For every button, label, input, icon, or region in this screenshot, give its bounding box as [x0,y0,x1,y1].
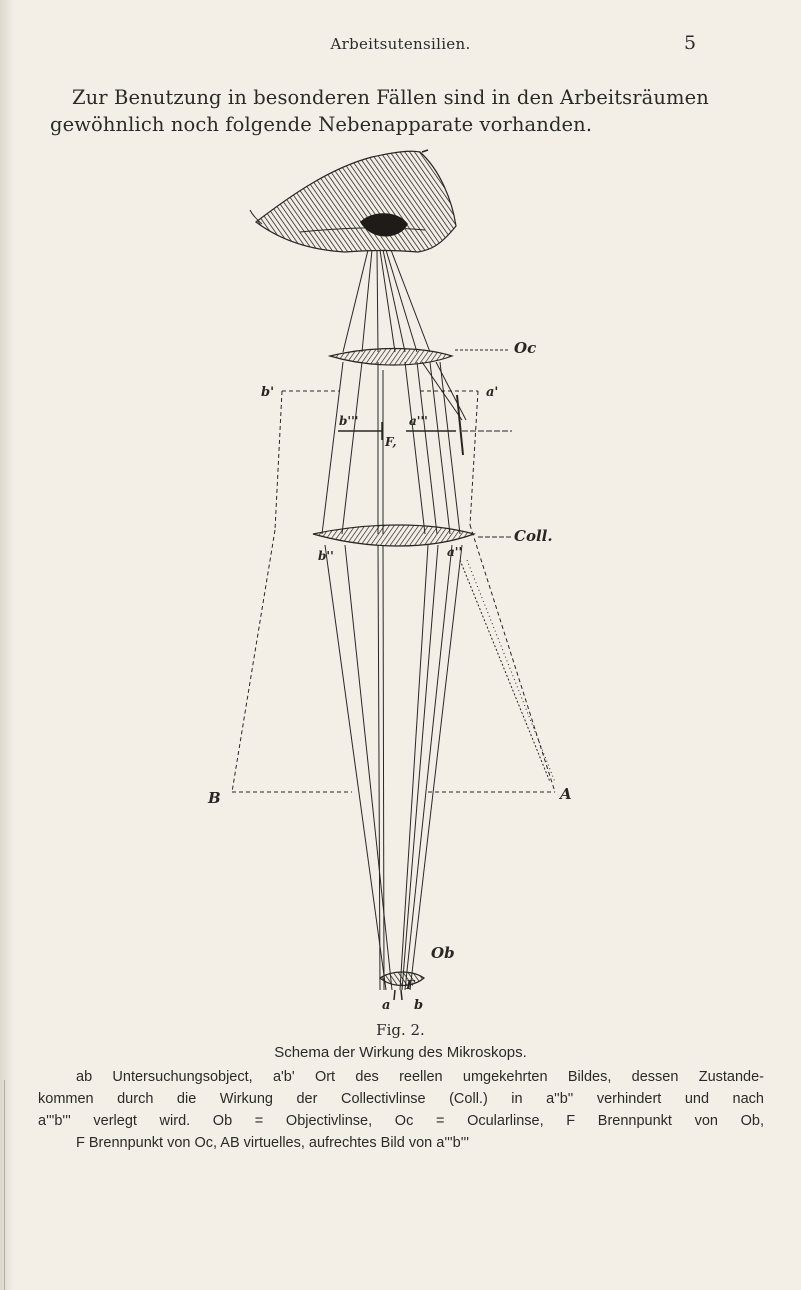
caption-line-1: ab Untersuchungsobject, a'b' Ort des reellen umgekehrten Bildes, dessen Zustande- [76,1069,764,1085]
running-head: Arbeitsutensilien. [330,35,471,53]
caption-line-2: kommen durch die Wirkung der Collectivlinse (Coll.) in a''b'' verhindert und nach [38,1091,764,1107]
label-f1: F, [385,435,397,449]
label-big-a: A [560,785,572,803]
page-number: 5 [684,32,697,54]
label-small-a: a [382,998,391,1013]
label-coll: Coll. [514,527,553,545]
lower-tube-rays [325,545,555,990]
caption-line-4: F Brennpunkt von Oc, AB virtuelles, aufrechtes Bild von a'''b''' [76,1135,470,1151]
figure-number: Fig. 2. [376,1021,425,1039]
label-b-triple: b''' [339,414,359,428]
objective-lens [380,972,424,1000]
label-a-prime: a' [486,385,499,400]
label-a-triple: a''' [409,414,428,428]
eye-drawing [250,150,456,252]
label-a-double: a'' [447,545,463,559]
virtual-image-guides [232,391,555,792]
label-ob: Ob [431,944,455,962]
label-b-prime: b' [261,385,275,400]
figure-title: Schema der Wirkung des Mikroskops. [274,1044,527,1061]
label-f: F [406,978,415,992]
ocular-lens [330,349,510,366]
label-small-b: b [414,998,424,1013]
figure-caption [38,1066,764,1154]
label-b-double: b'' [318,549,334,563]
eye-rays [343,250,430,352]
label-big-b: B [208,789,221,807]
label-oc: Oc [514,339,537,357]
caption-line-3: a'''b''' verlegt wird. Ob = Objectivlinse, Oc = Ocularlinse, F Brennpunkt von Ob, [38,1113,764,1129]
intro-line-1: Zur Benutzung in besonderen Fällen sind in den Arbeitsräumen [72,86,709,109]
intro-line-2: gewöhnlich noch folgende Nebenapparate vorhanden. [50,113,593,136]
